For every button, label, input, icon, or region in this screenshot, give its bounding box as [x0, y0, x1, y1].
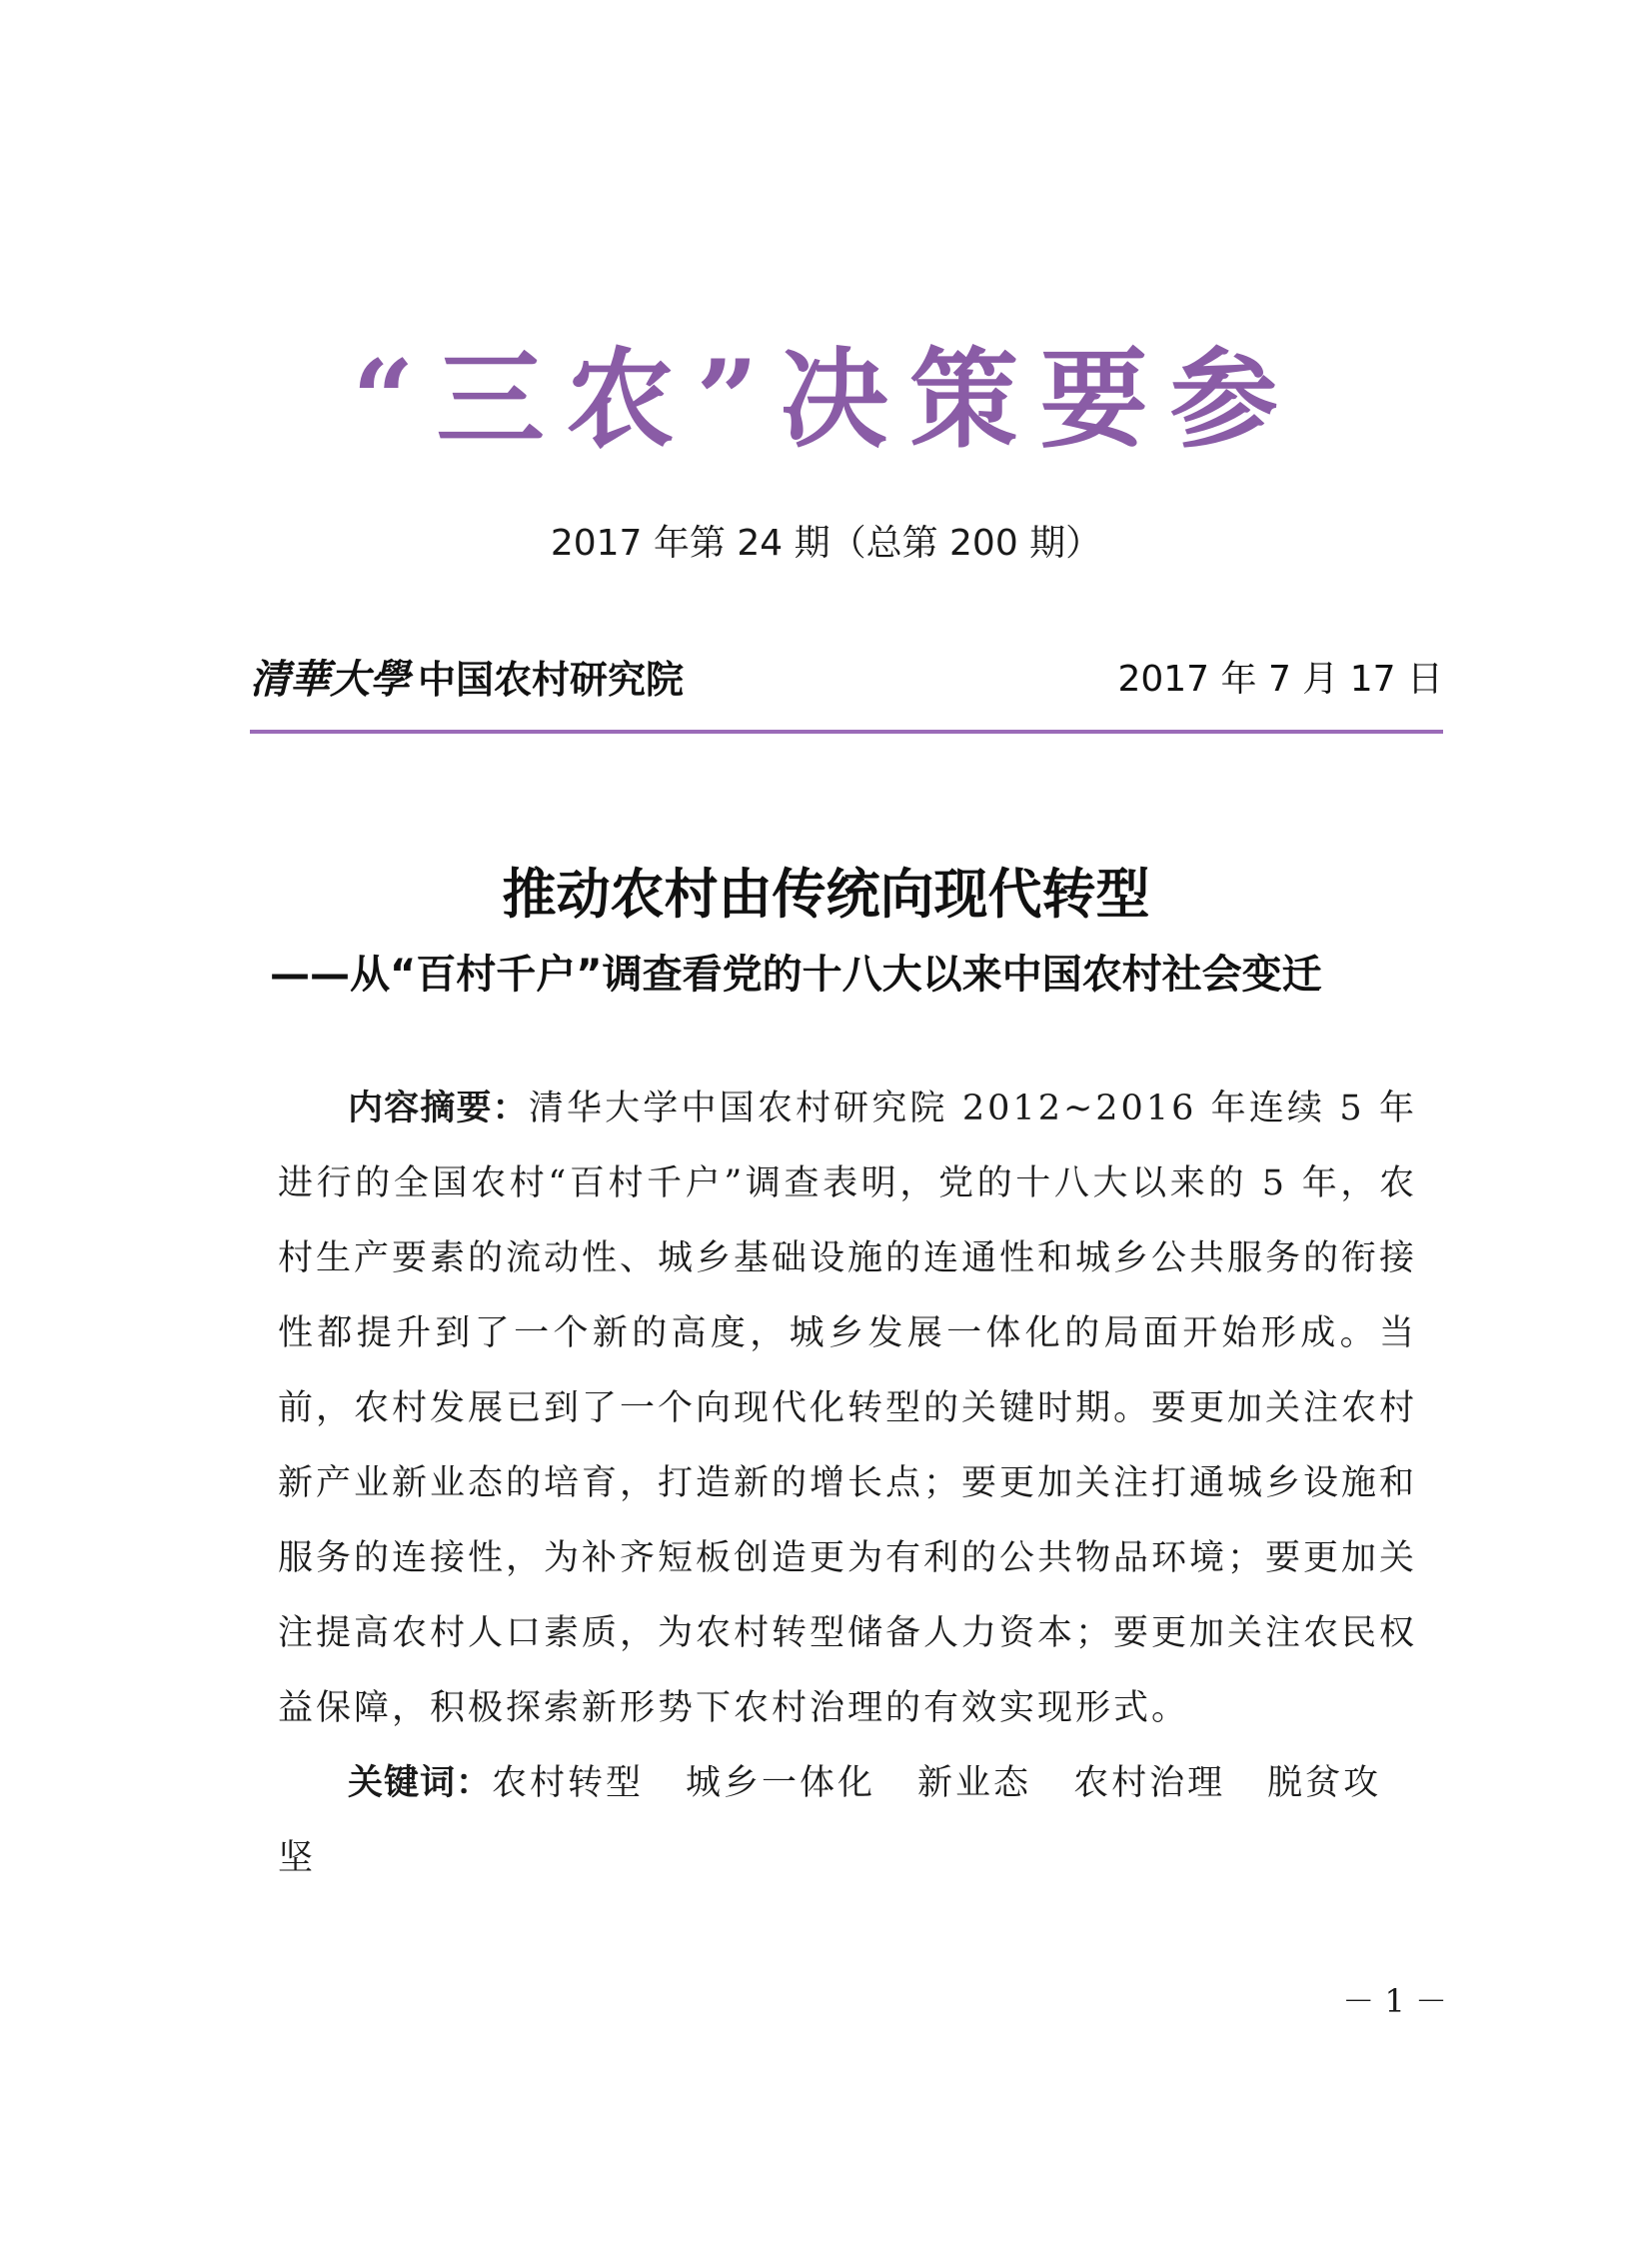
page-number: － 1 －	[1342, 1982, 1447, 2020]
keyword: 城乡一体化	[686, 1763, 876, 1803]
abstract-paragraph	[278, 1072, 1417, 1746]
keyword: 脱贫攻坚	[278, 1763, 1382, 1878]
keyword: 农村转型	[492, 1763, 645, 1803]
issue-number: 2017 年第 24 期（总第 200 期）	[550, 523, 1102, 564]
header-divider	[250, 730, 1443, 734]
article-subtitle: ——从“百村千户”调查看党的十八大以来中国农村社会变迁	[270, 952, 1322, 998]
keyword: 新业态	[917, 1763, 1032, 1803]
abstract-text: 清华大学中国农村研究院 2012~2016 年连续 5 年进行的全国农村“百村千户”调查表明，党的十八大以来的 5 年，农村生产要素的流动性、城乡基础设施的连通性和城乡公共服务的衔接性都提升到了一个新的高度，城乡发展一体化的局面开始形成。当前，农村发展已到了一个向现代化转型的关键时期。要更加关注农村新产业新业态的培育，打造新的增长点；要更加关注打通城乡设施和服务的连接性，为补齐短板创造更为有利的公共物品环境；要更加关注提高农村人口素质，为农村转型储备人力资本；要更加关注农民权益保障，积极探索新形势下农村治理的有效实现形式。	[278, 1089, 1418, 1728]
keywords-paragraph	[278, 1746, 1417, 1896]
keyword: 农村治理	[1073, 1763, 1226, 1803]
institute-name: 中国农村研究院	[418, 658, 685, 702]
publish-date: 2017 年 7 月 17 日	[1117, 659, 1443, 700]
university-logo-text: 清華大學	[250, 656, 410, 703]
publisher-row	[250, 652, 1443, 708]
masthead-title: “三农”决策要参	[352, 337, 1300, 463]
abstract-label: 内容摘要：	[348, 1089, 529, 1128]
article-title: 推动农村由传统向现代转型	[502, 863, 1150, 926]
keywords-label: 关键词：	[348, 1763, 493, 1803]
